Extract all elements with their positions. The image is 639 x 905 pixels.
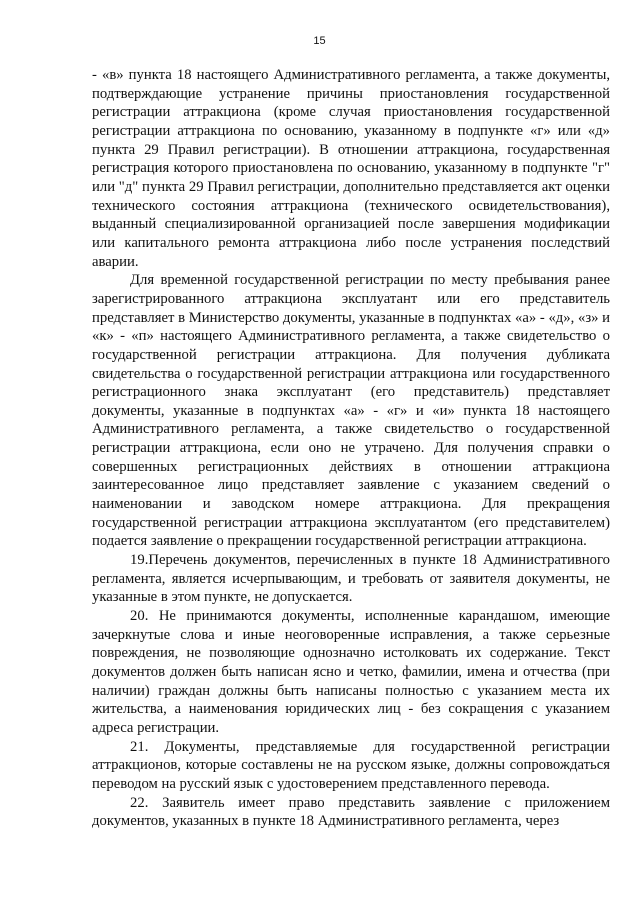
paragraph-item-21: 21. Документы, представляемые для государственной регистрации аттракционов, которые составлены не на русском языке, должны сопровождаться переводом на русский язык с удостоверением представленного перевода. <box>92 738 610 792</box>
paragraph-item-19: 19.Перечень документов, перечисленных в пункте 18 Административного регламента, является исчерпывающим, и требовать от заявителя документы, не указанные в этом пункте, не допускается. <box>92 552 610 606</box>
paragraph-item-22: 22. Заявитель имеет право представить заявление с приложением документов, указанных в пункте 18 Административного регламента, через <box>92 794 610 830</box>
page-number: 15 <box>313 35 326 47</box>
document-body <box>92 66 610 831</box>
paragraph-item-20: 20. Не принимаются документы, исполненные карандашом, имеющие зачеркнутые слова и иные неоговоренные исправления, а также серьезные повреждения, не позволяющие однозначно истолковать их содержание. Текст документов должен быть написан ясно и четко, фамилии, имена и отчества (при наличии) граждан должны быть написаны полностью с указанием места их жительства, а наименования юридических лиц - без сокращения с указанием адреса регистрации. <box>92 608 610 736</box>
paragraph-temporary-registration: Для временной государственной регистрации по месту пребывания ранее зарегистрированного аттракциона эксплуатант или его представитель представляет в Министерство документы, указанные в подпунктах «а» - «д», «з» и «к» - «п» настоящего Административного регламента, а также свидетельство о государственной регистрации аттракциона. Для получения дубликата свидетельства о государственной регистрации аттракциона или государственного регистрационного знака эксплуатант (его представитель) представляет документы, указанные в подпунктах «а» - «г» и «и» пункта 18 настоящего Административного регламента, а также свидетельство о государственной регистрации аттракциона, если оно не утрачено. Для получения справки о совершенных регистрационных действиях в отношении аттракциона заинтересованное лицо представляет заявление с указанием сведений о наименовании и заводском номере аттракциона. Для прекращения государственной регистрации аттракциона эксплуатантом (его представителем) подается заявление о прекращении государственной регистрации аттракциона. <box>92 272 610 550</box>
paragraph-continuation-docs-list: - «в» пункта 18 настоящего Административного регламента, а также документы, подтверждающие устранение причины приостановления государственной регистрации аттракциона (кроме случая приостановления государственной регистрации аттракциона по основанию, указанному в подпункте «г» или «д» пункта 29 Правил регистрации). В отношении аттракциона, государственная регистрация которого приостановлена по основанию, указанному в подпункте "г" или "д" пункта 29 Правил регистрации, дополнительно представляется акт оценки технического состояния аттракциона (технического освидетельствования), выданный специализированной организацией после завершения модификации или капитального ремонта аттракциона либо после устранения последствий аварии. <box>92 67 610 270</box>
